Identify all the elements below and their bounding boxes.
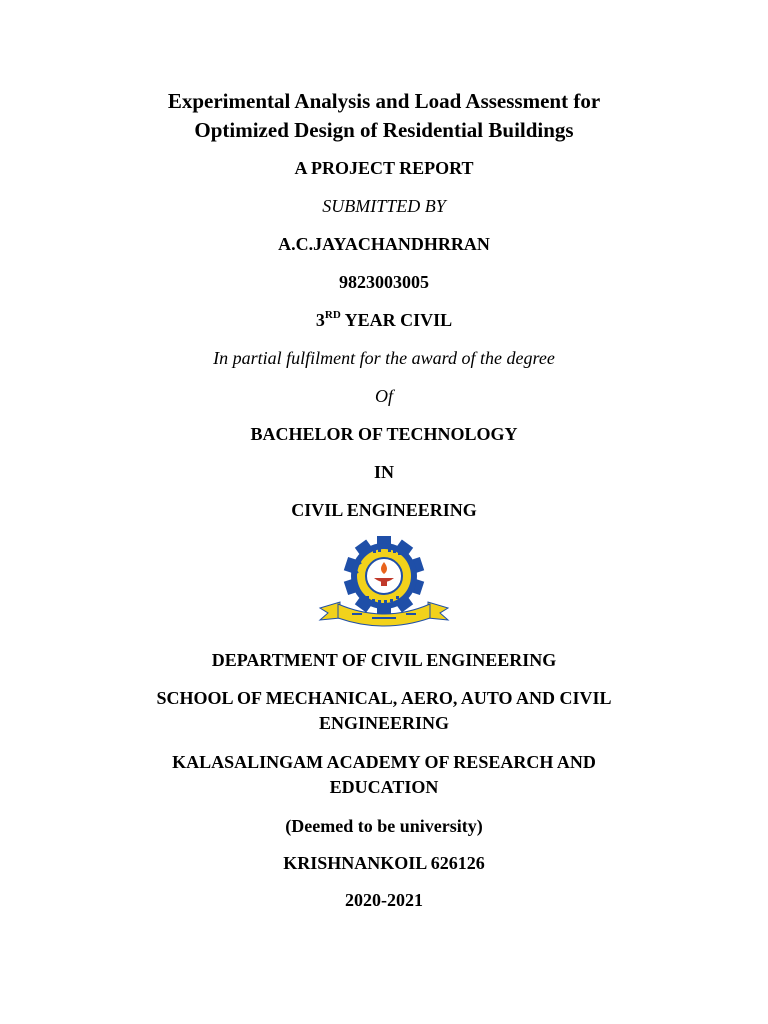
school-name-line-1: SCHOOL OF MECHANICAL, AERO, AUTO AND CIVIL: [156, 688, 612, 708]
in-text: IN: [373, 462, 394, 482]
year-of-study: [0, 310, 768, 331]
register-number: 9823003005: [339, 272, 429, 292]
school-name-line-2: ENGINEERING: [318, 713, 450, 733]
year-suffix: RD: [324, 309, 341, 321]
report-title-line-2: Optimized Design of Residential Buildings: [194, 118, 574, 142]
report-title-line-1: Experimental Analysis and Load Assessment for: [167, 89, 601, 113]
department-name: DEPARTMENT OF CIVIL ENGINEERING: [211, 650, 557, 670]
location: KRISHNANKOIL 626126: [283, 853, 485, 873]
academy-name-line-1: KALASALINGAM ACADEMY OF RESEARCH AND: [172, 752, 596, 772]
degree-name: BACHELOR OF TECHNOLOGY: [250, 424, 518, 444]
report-type: A PROJECT REPORT: [294, 158, 474, 178]
branch-name: CIVIL ENGINEERING: [291, 500, 477, 520]
year-text: YEAR CIVIL: [340, 310, 453, 330]
deemed-university: (Deemed to be university): [285, 816, 483, 836]
academy-name-line-2: EDUCATION: [329, 777, 439, 797]
university-logo: [318, 534, 450, 630]
fulfilment-statement: In partial fulfilment for the award of the degree: [213, 348, 555, 368]
submitted-by-label: SUBMITTED BY: [322, 196, 446, 216]
academic-year: 2020-2021: [345, 890, 423, 910]
year-number: 3: [315, 310, 325, 330]
student-name: A.C.JAYACHANDHRRAN: [278, 234, 490, 254]
of-text: Of: [375, 386, 393, 406]
